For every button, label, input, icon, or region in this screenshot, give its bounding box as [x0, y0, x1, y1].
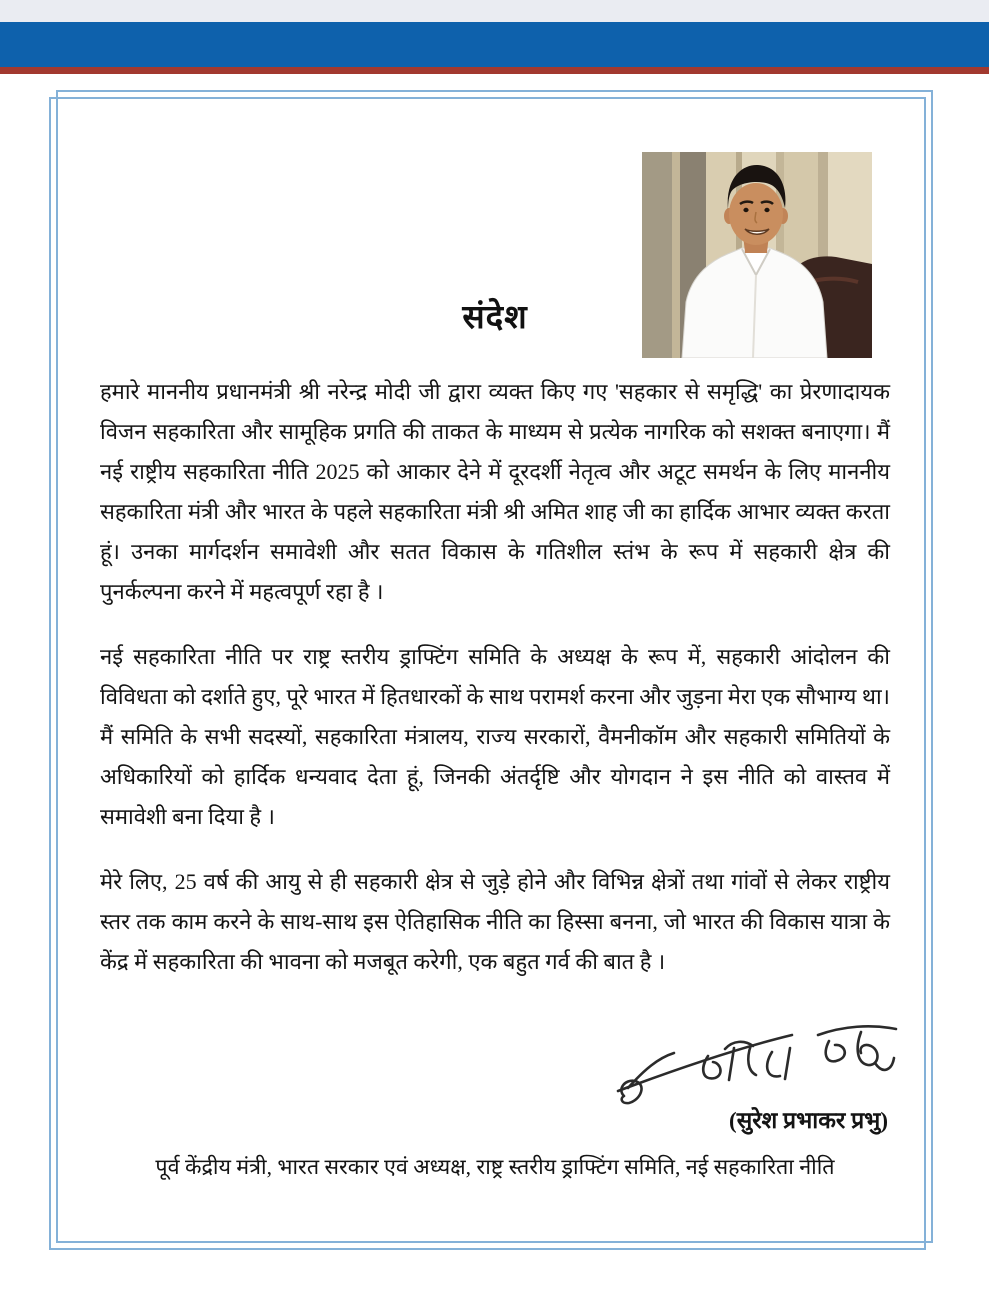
paragraph-2: नई सहकारिता नीति पर राष्ट्र स्तरीय ड्राफ्टिंग समिति के अध्यक्ष के रूप में, सहकारी आंदोलन की विविधता को दर्शाते हुए, पूरे भारत में हितधारकों के साथ परामर्श करना और जुड़ना मेरा एक सौभाग्य था। मैं समिति के सभी सदस्यों, सहकारिता मंत्रालय, राज्य सरकारों, वैमनीकॉम और सहकारी समितियों के अधिकारियों को हार्दिक धन्यवाद देता हूं, जिनकी अंतर्दृष्टि और योगदान ने इस नीति को वास्तव में समावेशी बना दिया है ।: [100, 644, 890, 829]
signature-image: [612, 1018, 908, 1114]
paragraph-3: मेरे लिए, 25 वर्ष की आयु से ही सहकारी क्षेत्र से जुड़े होने और विभिन्न क्षेत्रों तथा गांवों से लेकर राष्ट्रीय स्तर तक काम करने के साथ-साथ इस ऐतिहासिक नीति का हिस्सा बनना, जो भारत की विकास यात्रा के केंद्र में सहकारिता की भावना को मजबूत करेगी, एक बहुत गर्व की बात है ।: [100, 869, 890, 974]
page-title: संदेश: [462, 300, 528, 336]
header-blue-bar: [0, 22, 989, 67]
signature-strokes: [612, 1018, 908, 1114]
header-red-accent-line: [0, 67, 989, 74]
signatory-name: (सुरेश प्रभाकर प्रभु): [729, 1108, 888, 1133]
page-top-strip: [0, 0, 989, 22]
paragraph-1: हमारे माननीय प्रधानमंत्री श्री नरेन्द्र मोदी जी द्वारा व्यक्त किए गए 'सहकार से समृद्धि' का प्रेरणादायक विजन सहकारिता और सामूहिक प्रगति की ताकत के माध्यम से प्रत्येक नागरिक को सशक्त बनाएगा। मैं नई राष्ट्रीय सहकारिता नीति 2025 को आकार देने में दूरदर्शी नेतृत्व और अटूट समर्थन के लिए माननीय सहकारिता मंत्री और भारत के पहले सहकारिता मंत्री श्री अमित शाह जी का हार्दिक आभार व्यक्त करता हूं। उनका मार्गदर्शन समावेशी और सतत विकास के गतिशील स्तंभ के रूप में सहकारी क्षेत्र की पुनर्कल्पना करने में महत्वपूर्ण रहा है ।: [100, 379, 890, 604]
signatory-designation: पूर्व केंद्रीय मंत्री, भारत सरकार एवं अध्यक्ष, राष्ट्र स्तरीय ड्राफ्टिंग समिति, नई सहकारिता नीति: [155, 1155, 835, 1179]
